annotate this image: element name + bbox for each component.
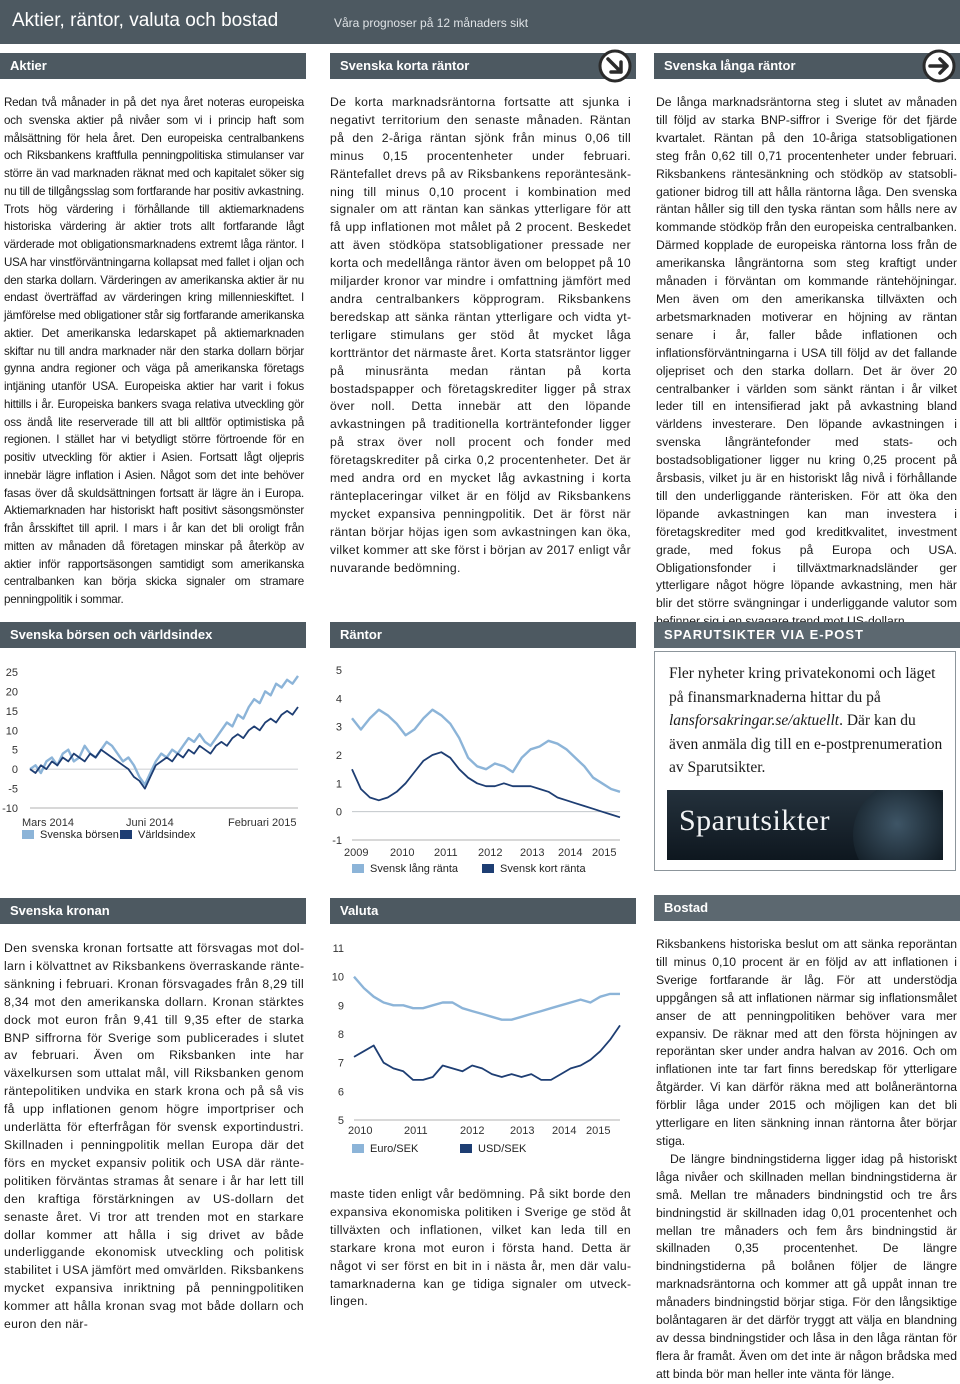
sparutsikter-box: [654, 651, 956, 871]
x-tick-label: 2015: [592, 847, 617, 859]
section-title: Svenska korta räntor: [340, 58, 470, 73]
legend-swatch: [352, 864, 364, 873]
page-header: [0, 0, 960, 44]
korta-rantor-text: [330, 94, 631, 577]
y-tick-label: 2: [335, 750, 342, 762]
series-line-0: [352, 710, 620, 792]
rantor-chart: [330, 660, 640, 885]
series-line-1: [30, 707, 298, 789]
y-tick-label: 0: [11, 764, 18, 777]
down-right-arrow-icon: [598, 49, 632, 83]
x-tick-label: Juni 2014: [126, 817, 174, 829]
x-tick-label: 2012: [460, 1125, 485, 1137]
y-tick-label: 9: [337, 1000, 344, 1013]
valuta-text: [330, 1186, 631, 1311]
y-tick-label: 5: [337, 1115, 344, 1127]
x-tick-label: 2010: [348, 1125, 373, 1137]
kronan-paragraph: Den svenska kronan fortsatte att försvagas mot dollarn i kölvattnet av Riksbankens överraskande räntesänkning i februari. Kronan försvagades från 8,29 till 8,34 mot den amerikanska dollarn. Kronan stärktes dock mot euron från 9,41 till 9,35 efter de starka BNP siffrorna för Sverige som publicerades i slutet av februari. Även om Riksbanken inte har växelkursen som uttalat mål, vill Riksbanken genom räntepolitiken undvika en stark krona och på så vis få upp inflationen genom högre importpriser och underlätta för efterfrågan för svensk exportindustri. Skillnaden i penningpolitik mellan Europa där det förs en mycket expansiv politik och USA där räntepolitiken förväntas stramas åt senare i år har lett till den kraftiga förstärkningen av US-dollarn det senaste året. Vi tror att trenden mot en starkare dollar kommer att hålla i sig drivet av både underliggande ekonomisk utveckling och politisk stabilitet i USA jämfört med omvärlden. Riksbankens mycket expansiva inriktning på penningpolitiken kommer att hålla kronan svag mot både dollarn och euron den när-: [4, 941, 304, 1332]
borsen-chart: [0, 660, 310, 850]
section-header-kronan: Svenska kronan: [0, 898, 306, 924]
y-tick-label: -10: [2, 803, 18, 815]
sparutsikter-link[interactable]: lansforsakringar.se/aktuellt: [669, 712, 840, 729]
kronan-text: [4, 940, 304, 1334]
x-tick-label: Februari 2015: [228, 817, 297, 829]
sparutsikter-text-1: Fler nyheter kring privatekonomi och läget på finansmarknaderna hittar du på: [669, 665, 936, 706]
langa-rantor-paragraph: De långa marknadsräntorna steg i slutet av månaden till följd av starka BNP-siffror i Sverige för det fjärde kvartalet. Räntan på den 10-åriga statsobligationen steg från 0,62 till 0,71 procentenheter under februari. Riksbankens räntesänkning och stödköp av statsobligationer bidrog till att hålla räntorna låga. Den svenska räntan håller sig till den tyska räntan som hålls nere av kommande stödköp från den europeiska centralbanken. Därmed kopplade de europeiska räntorna loss från de amerikanska långräntorna som steg kraftigt under månaden i förväntan om kommande räntehöjningar. Men även om den amerikanska tillväxten och arbetsmarknaden motiverar en höjning av räntan senare i år, faller både inflationen och inflationsförväntningarna i USA till följd av det fallande oljepriset och den starka dollarn. Det är över 20 centralbanker i världen som sänkt räntan i år vilket leder till en intensifierad jakt på avkastning bland världens investerare. Den löpande avkastningen i svenska långräntefonder med stats- och bostadsobligationer ligger nu kring 0,25 procent på årsbasis, vilket ju är en historiskt låg nivå i förhållande till den underliggande ränterisken. För att öka den löpande avkastningen kan man investera i företagskrediter med god kreditkvalitet, investment grade, med fokus på Europa och USA. Obligationsfonder i tillväxtmarknadsländer ger ytterligare något högre löpande avkastning, men här blir det större svängningar i underliggande valutor som: [656, 95, 957, 611]
series-line-1: [354, 1025, 620, 1080]
y-tick-label: 6: [337, 1086, 344, 1099]
sparutsikter-logo: [667, 790, 943, 860]
x-tick-label: 2009: [344, 847, 369, 859]
aktier-paragraph: Redan två månader in på det nya året noteras europeiska och svenska aktier på nivåer som vi i princip haft som målsättning för hela året. Den europeiska centralbankens och Riksbankens kraftfulla penningpolitiska stimulanser var större än vad marknaden räknat med och kapitalet söker sig nu till de tillgångsslag som fortfarande har positiv avkastning. Trots hög värdering i förhållande till aktiemarknadens historiska värdering är aktier trots allt fortfarande lågt värderade mot obligationsmarknadens extremt låga räntor. I USA har vinstförväntningarna kollapsat med fallet i oljan och den starka dollarn. Värderingen av amerikanska aktier är nu endast överträffad av värderingen kring millennieskiftet. I jämförelse med obligationer står sig fortfarande amerikanska aktier. Det amerikanska ledarskapet på aktiemarknaden skiftar nu till andra marknader när den starka dollarn börjar gynna andra regioner och väga på amerikanska företags intjäning utanför USA. Europeiska aktier har varit i fokus hittills i år. Europeiska bankers svaga relativa utveckling gör oss ändå lite reserverade till att bli alltför optimistiska på regionen. I stället har vi betydligt större förtroende för en positiv utveckling för aktier i Asien. Fortsatt lågt oljepris innebär lägre inflation i Asien. Något som det inte behöver fasas över då skuldsättningen fortsatt är lägre än i Europa. Aktiemarknaden har historiskt haft positivt säsongsmönster från årsskiftet till april. I mars i år kan det bli oroligt från mitten av månaden då företagen minskar på återköp av aktier inför rapportsäsongen samtidigt som amerikanska centralbanken kan börja skicka signaler om stramare penningpolitik i sommar.: [4, 96, 304, 606]
y-tick-label: -5: [8, 783, 18, 796]
legend-swatch: [22, 830, 34, 839]
y-tick-label: 20: [5, 686, 18, 699]
borsen-chart-svg: [0, 660, 310, 850]
valuta-chart-svg: [330, 936, 640, 1166]
rantor-chart-svg: [330, 660, 640, 885]
legend-swatch: [460, 1144, 472, 1153]
legend-label: Svensk kort ränta: [500, 863, 586, 875]
legend-swatch: [352, 1144, 364, 1153]
y-tick-label: -1: [332, 835, 342, 847]
section-header-bostad: Bostad: [654, 895, 960, 921]
y-tick-label: 10: [5, 725, 18, 738]
page-title: Aktier, räntor, valuta och bostad: [12, 10, 279, 31]
y-tick-label: 1: [335, 778, 342, 791]
valuta-chart: [330, 936, 640, 1166]
legend-swatch: [482, 864, 494, 873]
x-tick-label: 2015: [586, 1125, 611, 1137]
legend-label: Svensk lång ränta: [370, 863, 459, 875]
legend-label: Euro/SEK: [370, 1143, 419, 1155]
aktier-text: [4, 94, 304, 609]
bostad-text: [656, 936, 957, 1384]
x-tick-label: 2012: [478, 847, 503, 859]
sparutsikter-message: [669, 662, 943, 780]
section-header-sparutsikter: SPARUTSIKTER VIA E-POST: [654, 622, 960, 648]
series-line-0: [354, 977, 620, 1020]
x-tick-label: 2013: [510, 1125, 535, 1137]
section-header-rantor: Räntor: [330, 622, 636, 648]
logo-decoration: [853, 790, 943, 860]
section-header-valuta: Valuta: [330, 898, 636, 924]
right-arrow-icon: [922, 49, 956, 83]
x-tick-label: 2010: [390, 847, 415, 859]
x-tick-label: 2011: [434, 847, 458, 859]
bostad-paragraph-1: Riksbankens historiska beslut om att sänka reporäntan till minus 0,10 procent är en följd av att inflationen i Sverige fortfarande är låg. För att understödja uppgången så att inflationen närmar sig inflationsmålet anser de att penningpolitiken behöver vara mer expansiv. De räknar med att den första höjningen av reporäntan sker under andra halvan av 2016. Och om inflationen inte tar fart finns beredskap för ytterligare åtgärder. Vi kan därför räkna med att bolåneräntorna förblir låga under 2015 och möjligen kan det bli ytterligare en liten sänkning innan räntorna åter börjar stiga.: [656, 937, 957, 1148]
y-tick-label: 25: [5, 667, 18, 679]
y-tick-label: 5: [11, 744, 18, 757]
korta-rantor-paragraph: De korta marknadsräntorna fortsatte att sjunka i negativt territorium den senaste månaden. Räntan på den 2-åriga räntan sjönk från minus 0,06 till minus 0,15 procentenheter under februari. Räntefallet drevs på av Riksbankens reporäntesänkning till minus 0,10 procent i kombination med signaler om att räntan kan sänkas ytterligare för att få upp inflationen mot målet på 2 procent. Beskedet att även stödköpa statsobligationer pressade ner korta och medellånga räntor även om beloppet på 10 miljarder kronor var mindre i omfattning jämfört med andra centralbankers köpprogram. Riksbankens beredskap att sänka räntan ytterligare och vidta ytterligare stimulans ger stöd åt mycket låga kortträntor det närmaste året. Korta statsräntor ligger på minusränta medan räntan på korta bostadspapper och företagskrediter ligger på strax över noll. Detta innebär att den löpande avkastningen på traditionella korträntefonder ligger på strax över noll procent och fonder med företagskrediter på cirka 0,2 procentenheter. Det är med andra ord en mycket låg avkastning i korta ränteplaceringar vilket är en följd av Riksbankens mycket expansiva penningpolitik. Det är först när räntan börjar höjas igen som avkastningen kan öka, vilket kommer att ske först i början av 2017 enligt vår nuvarande bedömning.: [330, 95, 632, 575]
y-tick-label: 15: [5, 705, 18, 718]
y-tick-label: 7: [337, 1057, 344, 1070]
series-line-0: [30, 676, 298, 785]
y-tick-label: 11: [332, 943, 344, 955]
legend-label: Världsindex: [138, 829, 196, 841]
valuta-paragraph: maste tiden enligt vår bedömning. På sikt borde den expansiva ekonomiska politiken i Sverige ge stöd åt tillväxten och inflationen, vilket kan leda till en starkare krona mot euron i första hand. Detta är något vi ser först en bit in i nästa år, men där valutamarknaderna kan ge tidiga signaler om utvecklingen.: [330, 1187, 631, 1309]
x-tick-label: 2014: [552, 1125, 577, 1137]
langa-rantor-text: [656, 94, 957, 631]
y-tick-label: 5: [335, 665, 342, 677]
sparutsikter-logo-text: Sparutsikter: [679, 804, 830, 837]
page-subtitle: Våra prognoser på 12 månaders sikt: [334, 16, 529, 30]
legend-label: USD/SEK: [478, 1143, 527, 1155]
section-title: Svenska långa räntor: [664, 58, 796, 73]
x-tick-label: 2013: [520, 847, 545, 859]
y-tick-label: 0: [335, 806, 342, 819]
x-tick-label: 2014: [558, 847, 583, 859]
section-header-borsen: Svenska börsen och världsindex: [0, 622, 306, 648]
y-tick-label: 4: [335, 693, 342, 706]
section-header-korta-rantor: [330, 53, 636, 79]
y-tick-label: 8: [337, 1029, 344, 1041]
y-tick-label: 3: [335, 721, 342, 734]
legend-label: Svenska börsen: [40, 829, 119, 841]
sparutsikter-text-2: . Där kan du även anmäla dig till en e-postprenumeration av Sparutsikter.: [669, 712, 943, 776]
y-tick-label: 10: [331, 971, 344, 984]
section-header-langa-rantor: [654, 53, 960, 79]
section-header-aktier: Aktier: [0, 53, 306, 79]
bostad-paragraph-2: De längre bindningstiderna ligger idag på historiskt låga nivåer och skillnaden mellan bindningstiderna är små. Mellan tre månaders bindningstid och tre års bindningstid är skillnaden idag 0,01 procentenhet och mellan tre månaders och fem års bindningstid är skillnaden 0,35 procentenhet. De längre bindningstiderna på bolånen följer de längre marknadsräntorna och kommer att gå uppåt innan tre månaders bindningstid börjar stiga. För den långsiktige bolåntagaren är det därför tryggt att välja en blandning av dessa bindningstider och låsa in den låga räntan för flera år framåt. Även om det inte är någon brådska med att binda bör man heller inte vänta för länge.: [656, 1151, 957, 1381]
x-tick-label: Mars 2014: [22, 817, 74, 829]
legend-swatch: [120, 830, 132, 839]
x-tick-label: 2011: [404, 1125, 428, 1137]
